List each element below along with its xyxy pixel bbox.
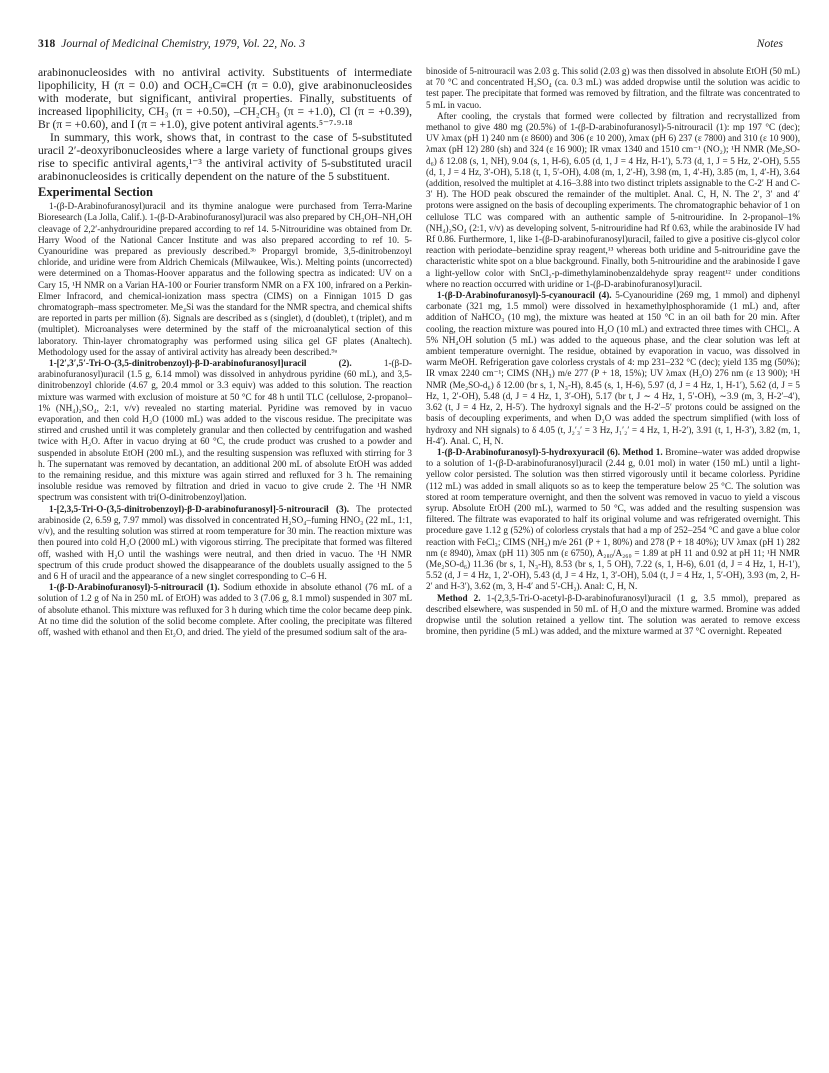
method-2-text: 1-(2,3,5-Tri-O-acetyl-β-D-arabinofuranosyl)uracil (1 g, 3.5 mmol), prepared as described elsewhere, was suspended in 50 mL of H₂O and the mixture warmed. Bromine was added dropwise until the solution retained a yellow tint. The solution was aerated to remove excess bromine, then pyridine (5 mL) was added, and the mixture warmed at 37 °C overnight. Repeated — [426, 592, 801, 637]
intro-paragraph-2: In summary, this work, shows that, in contrast to the case of 5-substituted uracil 2′-deoxyribonucleosides where a large variety of functional groups gives rise to specific antiviral agents,¹⁻³ the antiviral activity of 5-substituted uracil arabinonucleosides is critically dependent on the nature of the 5 substituent. — [38, 131, 412, 183]
intro-paragraph-1: arabinonucleosides with no antiviral activity. Substituents of intermediate lipophilicity, H (π = 0.0) and OCH₂C≡CH (π = 0.0), give arabinonucleosides with moderate, but significant, antiviral properties. Finally, substituents of increased lipophilicity, CH₃ (π = +0.50), –CH₂CH₃ (π = +1.0), Cl (π = +0.39), Br (π = +0.60), and I (π = +1.0), give potent antiviral agents.⁵⁻⁷·⁹·¹⁸ — [38, 66, 412, 131]
compound-1-heading: 1-(β-D-Arabinofuranosyl)-5-nitrouracil (1). — [49, 582, 220, 593]
section-label: Notes — [756, 38, 783, 50]
right-paragraph-4 — [426, 447, 800, 593]
running-header — [38, 38, 783, 54]
experimental-paragraph-4 — [38, 582, 412, 638]
compound-4-heading: 1-(β-D-Arabinofuranosyl)-5-cyanouracil (4). — [437, 290, 612, 301]
experimental-paragraph-2 — [38, 358, 412, 504]
right-paragraph-3 — [426, 290, 800, 447]
journal-citation: Journal of Medicinal Chemistry, 1979, Vol. 22, No. 3 — [61, 38, 305, 50]
experimental-paragraph-1: 1-(β-D-Arabinofuranosyl)uracil and its thymine analogue were purchased from Terra-Marine Bioresearch (La Jolla, Calif.). 1-(β-D-Arabinofuranosyl)uracil was also prepared by CH₃OH–NH₄OH cleavage of 2,2′-anhydrouridine prepared according to ref 14. 5-Nitrouridine was obtained from Dr. Harry Wood of the National Cancer Institute and was also prepared according to ref 10. 5-Cyanouridine was prepared as previously described.³ᵇ Propargyl bromide, 3,5-dinitrobenzoyl chloride, and uridine were from Aldrich Chemicals (Milwaukee, Wis.). Melting points (uncorrected) were determined on a Thomas-Hoover apparatus and the following spectra as indicated: UV on a Cary 15, ¹H NMR on a Varian HA-100 or Fourier transform NMR on a FX 100, infrared on a Perkin-Elmer Infracord, and chemical-ionization mass spectra (CIMS) on a Finnigan 1015 D gas chromatograph–mass spectrometer. Me₄Si was the standard for the NMR spectra, and chemical shifts are reported in parts per million (δ). Signals are described as s (singlet), d (doublet), t (triplet), and m (multiplet). Microanalyses were determined by the staff of the microanalytical section of this laboratory. Thin-layer chromatography was performed using silica gel GF plates (Analtech). Methodology used for the assay of antiviral activity has already been described.⁹ᵃ — [38, 201, 412, 357]
compound-2-text: 1-(β-D-arabinofuranosyl)uracil (1.5 g, 6.14 mmol) was dissolved in anhydrous pyridine (60 mL), and 3,5-dinitrobenzoyl chloride (4.67 g, 20.4 mmol or 3.3 equiv) was added to this solution. The reaction mixture was warmed with exclusion of moisture at 50 °C for 48 h until TLC (cellulose, 2-propanol–1% (NH₄)₂SO₄, 2:1, v/v) revealed no starting material. Pyridine was removed by in vacuo evaporation, and then cold H₂O (1000 mL) was added to the viscous residue. The precipitate was stirred and crushed until it was completely granular and then collected by centrifugation and washed twice with H₂O. After in vacuo drying at 60 °C, the crude product was crushed to a powder and suspended in absolute EtOH (200 mL), and the resulting suspension was refluxed with stirring for 3 h. The supernatant was removed by decantation, an additional 200 mL of absolute EtOH was added to the remaining residue, and this mixture was again stirred and refluxed for 3 h. The remaining insoluble residue was removed by filtration and dried in vacuo to give crude 2. The ¹H NMR spectrum was consistent with tri(O-dinitrobenzoyl)ation. — [38, 358, 412, 503]
right-paragraph-5 — [426, 593, 800, 638]
compound-6-heading: 1-(β-D-Arabinofuranosyl)-5-hydroxyuracil (6). Method 1. — [437, 446, 663, 457]
page-number: 318 — [38, 38, 56, 50]
experimental-paragraph-3 — [38, 504, 412, 582]
compound-4-text: 5-Cyanouridine (269 mg, 1 mmol) and diphenyl carbonate (321 mg, 1.5 mmol) were dissolved in hexamethylphosphoramide (1 mL) and, after addition of NaHCO₃ (10 mg), the mixture was heated at 150 °C in an oil bath for 20 min. After cooling, the reaction mixture was poured into H₂O (10 mL) and extracted three times with CHCl₃. A 5% NH₄OH solution (5 mL) was added to the aqueous phase, and the clear solution was left at ambient temperature overnight. The residue, obtained by evaporation in vacuo, was dissolved in warm MeOH. Refrigeration gave colorless crystals of 4: mp 231–232 °C (dec); yield 135 mg (50%); IR νmax 2240 cm⁻¹; CIMS (NH₃) m/e 277 (P + 18, 15%); UV λmax (H₂O) 276 nm (ε 13 900); ¹H NMR (Me₂SO-d₆) δ 12.00 (br s, 1, N₃-H), 8.45 (s, 1, H-6), 5.97 (d, J = 4 Hz, 1, H-1′), 5.62 (d, J = 5 Hz, 1, 2′-OH), 5.48 (d, J = 4 Hz, 1, 3′-OH), 5.17 (br t, J ∼ 4 Hz, 1, 5′-OH), ∼3.9 (m, 3, H-2′–4′), 3.62 (t, J = 4 Hz, 2, H-5′). The hydroxyl signals and the H-2′–5′ protons could be assigned on the basis of decoupling experiments, and when D₂O was added the spectrum simplified (with loss of hydroxy and NH signals) to δ 4.05 (t, J₂′₃′ = 3 Hz, J₁′₂′ = 4 Hz, 1, H-2′), 3.91 (t, 1, H-3′), 3.82 (m, 1, H-4′). Anal. C, H, N. — [426, 290, 800, 446]
compound-2-heading: 1-[2′,3′,5′-Tri-O-(3,5-dinitrobenzoyl)-β-D-arabinofuranosyl]uracil (2). — [49, 358, 352, 369]
right-paragraph-1: binoside of 5-nitrouracil was 2.03 g. This solid (2.03 g) was then dissolved in absolute EtOH (50 mL) at 70 °C and concentrated H₂SO₄ (ca. 0.3 mL) was added dropwise until the solution was acidic to test paper. The precipitate that formed was removed by filtration, and the filtrate was concentrated to 5 mL in vacuo. — [426, 66, 800, 110]
header-left — [38, 38, 305, 50]
compound-6-method-1-text: Bromine–water was added dropwise to a solution of 1-(β-D-arabinofuranosyl)uracil (2.44 g, 0.01 mol) in water (150 mL) until a light-yellow color persisted. The solution was then stirred vigorously until it became colorless. Pyridine (112 mL) was added in small aliquots so as to keep the temperature below 25 °C. The solution was stored at room temperature overnight, and then the solvent was removed in vacuo to yield a viscous syrup. Absolute EtOH (200 mL), warmed to 50 °C, was added and the resulting suspension was filtered. The filtrate was evaporated to half its original volume and was refrigerated overnight. This procedure gave 1.12 g (52%) of colorless crystals that had a mp of 252–254 °C and gave a blue color reaction with FeCl₃; CIMS (NH₃) m/e 261 (P + 1, 80%) and 278 (P + 18 40%); UV λmax (pH 1) 282 nm (ε 8940), λmax (pH 11) 305 nm (ε 6750), A₂₈₀/A₂₆₀ = 1.89 at pH 11 and 0.92 at pH 11; ¹H NMR (Me₂SO-d₆) 11.36 (br s, 1, N₃-H), 8.53 (br s, 1, 5 OH), 7.22 (s, 1, H-6), 6.01 (d, J = 4 Hz, 1, H-1′), 5.52 (d, J = 4 Hz, 1, 2′-OH), 5.43 (d, J = 4 Hz, 1, 3′-OH), 5.04 (t, J = 4 Hz, 1, 5′-OH), 3.93 (m, 2, H-2′ and H-3′), 3.62 (m, 3, H-4′ and 5′-CH₂). Anal: C, H, N. — [426, 446, 800, 592]
right-paragraph-2: After cooling, the crystals that formed were collected by filtration and recrystallized from methanol to give 480 mg (20.5%) of 1-(β-D-arabinofuranosyl)-5-nitrouracil (1): mp 197 °C (dec); UV λmax (pH 1) 240 nm (ε 8600) and 306 (ε 10 200), λmax (pH 6) 237 (ε 7800) and 310 (ε 10 900), λmax (pH 12) 280 (sh) and 324 (ε 16 900); IR νmax 1340 and 1510 cm⁻¹ (NO₂); ¹H NMR (Me₂SO-d₆) δ 12.08 (s, 1, NH), 9.04 (s, 1, H-6), 6.05 (d, 1, J = 4 Hz, H-1′), 5.73 (d, 1, J = 5 Hz, 2′-OH), 5.55 (d, 1, J = 4 Hz, 3′-OH), 5.18 (t, 1, 5′-OH), 4.08 (m, 1, 2′-H), 3.98 (m, 1, 4′-H), 3.85 (m, 1, 4′-H), 3.64 (addition, resolved the multiplet at 4.16–3.88 into two distinct triplets assignable to the C-2′ H and C-3′ H). The HOD peak obscured the remainder of the multiplet. Anal. C, H, N. The 2′, 3′ and 4′ protons were assigned on the basis of decoupling experiments. The chromatographic behavior of 1 on cellulose TLC was compared with an authentic sample of 5-nitrouridine. In 2-propanol–1% (NH₄)₂SO₄ (2:1, v/v) as developing solvent, 5-nitrouridine had Rf 0.63, while the arabinoside IV had Rf 0.86. Furthermore, 1, like 1-(β-D-arabinofuranosyl)uracil, failed to give a positive cis-glycol color reaction with periodate–benzidine spray reagent,¹³ whereas both uridine and 5-nitrouridine gave the characteristic white spot on a blue background. Finally, both 5-nitrouridine and the arabinoside I gave a light-yellow color with SnCl₂-p-dimethylaminobenzaldehyde spray reagent¹² under conditions where no reaction occurred with uridine or 1-(β-D-arabinofuranosyl)uracil. — [426, 110, 800, 289]
compound-3-text: The protected arabinoside (2, 6.59 g, 7.97 mmol) was dissolved in concentrated H₂SO₄–fuming HNO₃ (22 mL, 1:1, v/v), and the resulting solution was stirred at room temperature for 30 min. The reaction mixture was then poured into cold H₂O (2000 mL) with vigorous stirring. The precipitate that formed was filtered off, washed with H₂O until the washings were neutral, and then dried in vacuo. The ¹H NMR spectrum of this crude product showed the disappearance of the doublets usually assigned to the 5 and 6 H of uracil and the appearance of a new singlet corresponding to C–6 H. — [38, 503, 412, 581]
right-column — [426, 66, 800, 637]
compound-1-text: Sodium ethoxide in absolute ethanol (76 mL of a solution of 1.2 g of Na in 250 mL of EtOH) was added to 3 (7.06 g, 8.1 mmol) suspended in 307 mL of absolute ethanol. This mixture was refluxed for 3 h during which time the color became deep pink. At no time did the solution of the solid become complete. After cooling, the precipitate was filtered off, washed with ethanol and then Et₂O, and dried. The yield of the presumed sodium salt of the ara- — [38, 582, 412, 637]
method-2-heading: Method 2. — [437, 592, 481, 603]
left-column — [38, 66, 412, 638]
compound-3-heading: 1-[2,3,5-Tri-O-(3,5-dinitrobenzoyl)-β-D-arabinofuranosyl]-5-nitrouracil (3). — [49, 503, 350, 514]
experimental-section-heading: Experimental Section — [38, 185, 153, 199]
